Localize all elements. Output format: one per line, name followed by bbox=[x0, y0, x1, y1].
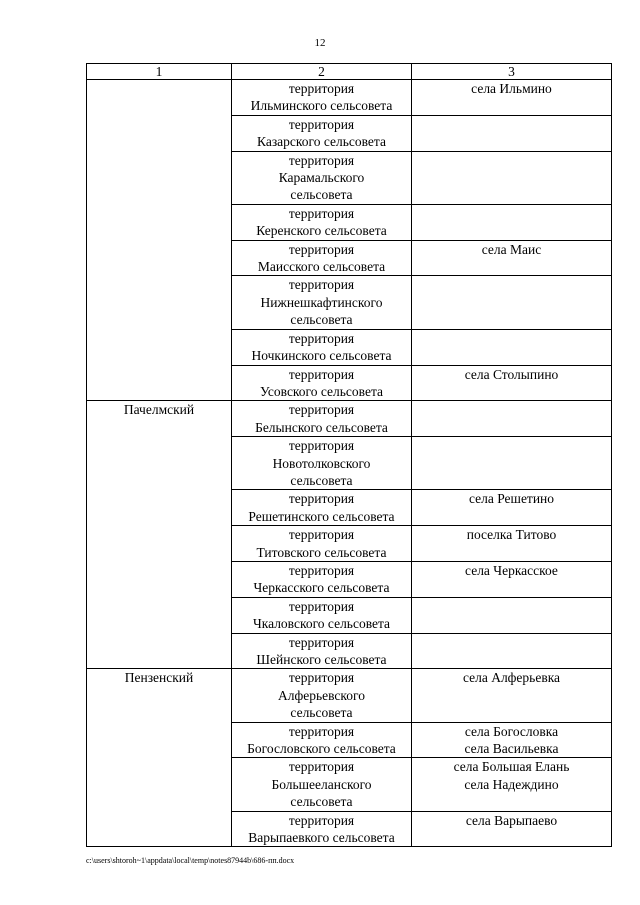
territory-cell bbox=[232, 597, 412, 633]
territory-line: сельсовета bbox=[290, 187, 353, 203]
settlement-cell bbox=[412, 437, 612, 490]
territory-line: территория bbox=[288, 759, 355, 775]
settlement-cell bbox=[412, 401, 612, 437]
territory-line: Богословского сельсовета bbox=[247, 741, 396, 757]
territory-line: территория bbox=[288, 366, 355, 382]
district-cell: Пензенский bbox=[87, 669, 232, 847]
territory-line: Решетинского сельсовета bbox=[248, 508, 395, 524]
territory-line: территория bbox=[288, 527, 355, 543]
settlement-cell bbox=[412, 240, 612, 276]
territory-cell bbox=[232, 811, 412, 847]
territory-cell bbox=[232, 437, 412, 490]
document-table bbox=[86, 63, 612, 847]
territory-line: сельсовета bbox=[290, 312, 353, 328]
settlement-line: села Варыпаево bbox=[465, 812, 558, 828]
settlement-line: села Ильмино bbox=[471, 81, 552, 96]
settlement-cell bbox=[412, 561, 612, 597]
settlement-cell bbox=[412, 80, 612, 116]
territory-line: Керенского сельсовета bbox=[256, 223, 387, 239]
district-cell: Пачелмский bbox=[87, 401, 232, 669]
settlement-cell bbox=[412, 204, 612, 240]
territory-cell bbox=[232, 80, 412, 116]
territory-line: территория bbox=[288, 205, 355, 221]
settlement-line: села Столыпино bbox=[464, 366, 559, 382]
territory-cell bbox=[232, 633, 412, 669]
territory-line: Чкаловского сельсовета bbox=[252, 616, 391, 632]
territory-line: территория bbox=[288, 402, 355, 418]
territory-line: Варыпаевкого сельсовета bbox=[248, 830, 395, 846]
territory-cell bbox=[232, 669, 412, 722]
territory-line: территория bbox=[288, 670, 355, 686]
territory-line: Усовского сельсовета bbox=[259, 383, 384, 399]
table-body bbox=[87, 80, 612, 847]
territory-line: Казарского сельсовета bbox=[257, 134, 386, 150]
settlement-line: села Решетино bbox=[468, 491, 555, 507]
territory-line: сельсовета bbox=[290, 472, 353, 488]
territory-line: Шейнского сельсовета bbox=[256, 652, 387, 667]
table-row bbox=[87, 669, 612, 722]
territory-line: территория bbox=[288, 241, 355, 257]
territory-line: Ночкинского сельсовета bbox=[251, 348, 392, 364]
territory-cell bbox=[232, 204, 412, 240]
settlement-cell bbox=[412, 276, 612, 329]
territory-line: территория bbox=[288, 277, 355, 293]
territory-line: сельсовета bbox=[290, 705, 353, 721]
territory-line: Карамальского bbox=[278, 170, 365, 186]
footer-file-path: c:\users\shtoroh~1\appdata\local\temp\notes87944b\686-пп.docx bbox=[86, 856, 295, 865]
territory-line: территория bbox=[288, 598, 355, 614]
settlement-line: села Васильевка bbox=[464, 741, 559, 757]
settlement-cell bbox=[412, 669, 612, 722]
territory-line: территория bbox=[288, 723, 355, 739]
territory-line: территория bbox=[288, 116, 355, 132]
territory-cell bbox=[232, 240, 412, 276]
territory-cell bbox=[232, 526, 412, 562]
settlement-line: села Черкасское bbox=[465, 562, 558, 578]
settlement-line: села Надеждино bbox=[464, 776, 559, 792]
settlement-line: поселка Титово bbox=[466, 527, 557, 543]
settlement-cell bbox=[412, 597, 612, 633]
territory-line: территория bbox=[288, 81, 355, 96]
territory-line: Нижнешкафтинского bbox=[260, 294, 383, 310]
territory-cell bbox=[232, 276, 412, 329]
settlement-line: села Маис bbox=[481, 241, 542, 257]
territory-line: сельсовета bbox=[290, 794, 353, 810]
column-header-3: 3 bbox=[412, 64, 612, 80]
settlement-cell bbox=[412, 329, 612, 365]
settlement-cell bbox=[412, 526, 612, 562]
territory-cell bbox=[232, 365, 412, 401]
territory-cell bbox=[232, 329, 412, 365]
territory-line: территория bbox=[288, 152, 355, 168]
settlement-line: села Алферьевка bbox=[462, 670, 561, 686]
territory-line: Титовского сельсовета bbox=[256, 544, 387, 560]
settlement-line: села Богословка bbox=[464, 723, 559, 739]
territory-cell bbox=[232, 401, 412, 437]
territory-line: территория bbox=[288, 491, 355, 507]
settlement-cell bbox=[412, 115, 612, 151]
table-header-row bbox=[87, 64, 612, 80]
table-row bbox=[87, 80, 612, 116]
territory-line: территория bbox=[288, 634, 355, 650]
territory-cell bbox=[232, 151, 412, 204]
territory-cell bbox=[232, 561, 412, 597]
settlement-cell bbox=[412, 490, 612, 526]
territory-line: Маисского сельсовета bbox=[257, 259, 386, 275]
territory-line: Ильминского сельсовета bbox=[250, 98, 393, 114]
territory-cell bbox=[232, 490, 412, 526]
territory-line: территория bbox=[288, 330, 355, 346]
settlement-cell bbox=[412, 633, 612, 669]
territory-line: Новотолковского bbox=[272, 455, 371, 471]
column-header-1: 1 bbox=[87, 64, 232, 80]
territory-line: Белынского сельсовета bbox=[255, 419, 388, 435]
settlement-cell bbox=[412, 151, 612, 204]
territory-line: территория bbox=[288, 562, 355, 578]
territory-cell bbox=[232, 758, 412, 811]
settlement-cell bbox=[412, 758, 612, 811]
settlement-cell bbox=[412, 722, 612, 758]
territory-line: территория bbox=[288, 438, 355, 454]
territory-cell bbox=[232, 722, 412, 758]
column-header-2: 2 bbox=[232, 64, 412, 80]
table-row bbox=[87, 401, 612, 437]
district-cell bbox=[87, 80, 232, 401]
territory-line: Черкасского сельсовета bbox=[253, 580, 390, 596]
territory-line: Алферьевского bbox=[278, 687, 365, 703]
territory-line: территория bbox=[288, 812, 355, 828]
territory-line: Большееланского bbox=[271, 776, 372, 792]
settlement-cell bbox=[412, 365, 612, 401]
settlement-cell bbox=[412, 811, 612, 847]
settlement-line: села Большая Елань bbox=[453, 759, 570, 775]
page-number: 12 bbox=[314, 37, 326, 49]
territory-cell bbox=[232, 115, 412, 151]
